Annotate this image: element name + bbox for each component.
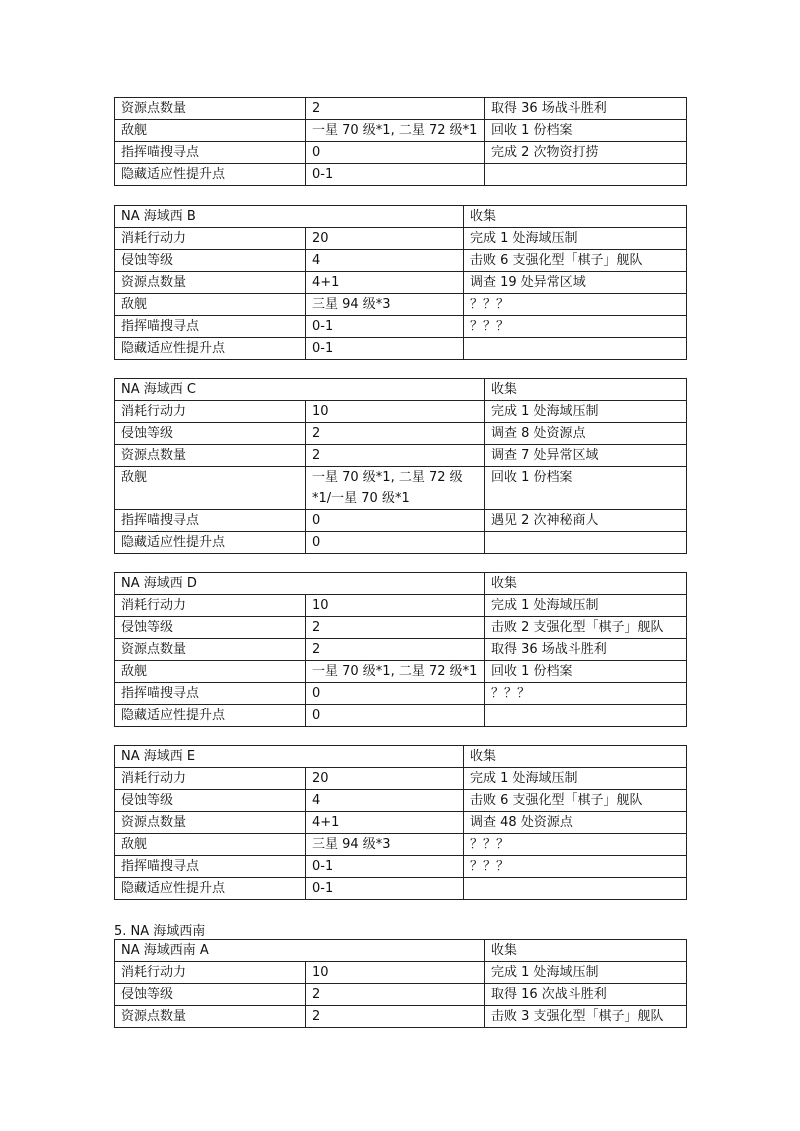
row-label: 隐藏适应性提升点 xyxy=(115,532,306,554)
row-value: 4 xyxy=(306,790,464,812)
collect-item: 完成 1 处海域压制 xyxy=(485,962,687,984)
row-value: 4+1 xyxy=(306,272,464,294)
collect-item: 回收 1 份档案 xyxy=(485,467,687,510)
collect-item: 击败 2 支强化型「棋子」舰队 xyxy=(485,617,687,639)
row-value: 10 xyxy=(306,962,485,984)
row-value: 4 xyxy=(306,250,464,272)
row-value: 20 xyxy=(306,228,464,250)
table-row xyxy=(115,1006,687,1028)
collect-item: ？？？ xyxy=(464,294,687,316)
collect-header: 收集 xyxy=(485,573,687,595)
row-label: 指挥喵搜寻点 xyxy=(115,142,306,164)
collect-header: 收集 xyxy=(485,379,687,401)
table-area-west-c xyxy=(114,378,687,554)
collect-item: 完成 1 处海域压制 xyxy=(485,401,687,423)
table-row xyxy=(115,962,687,984)
table-header-row xyxy=(115,573,687,595)
row-value: 0-1 xyxy=(306,878,464,900)
row-value: 2 xyxy=(306,445,485,467)
row-label: 资源点数量 xyxy=(115,812,306,834)
table-area-southwest-a xyxy=(114,939,687,1028)
collect-header: 收集 xyxy=(464,746,687,768)
row-value: 2 xyxy=(306,423,485,445)
area-title: NA 海域西 E xyxy=(115,746,464,768)
table-area-west-d xyxy=(114,572,687,727)
row-label: 消耗行动力 xyxy=(115,228,306,250)
table-row xyxy=(115,984,687,1006)
section-heading: 5. NA 海域西南 xyxy=(114,924,206,939)
row-value: 2 xyxy=(306,639,485,661)
table-row xyxy=(115,595,687,617)
table-header-row xyxy=(115,206,687,228)
table-row xyxy=(115,142,687,164)
row-label: 侵蚀等级 xyxy=(115,984,306,1006)
table-area-west-e xyxy=(114,745,687,900)
table-row xyxy=(115,401,687,423)
collect-item: 击败 3 支强化型「棋子」舰队 xyxy=(485,1006,687,1028)
collect-item: 取得 16 次战斗胜利 xyxy=(485,984,687,1006)
row-label: 资源点数量 xyxy=(115,272,306,294)
row-label: 敌舰 xyxy=(115,120,306,142)
collect-item: 完成 1 处海域压制 xyxy=(464,768,687,790)
table-row xyxy=(115,856,687,878)
table-row xyxy=(115,316,687,338)
row-label: 指挥喵搜寻点 xyxy=(115,316,306,338)
row-label: 消耗行动力 xyxy=(115,962,306,984)
collect-item: 遇见 2 次神秘商人 xyxy=(485,510,687,532)
table-row xyxy=(115,878,687,900)
collect-item: ？？？ xyxy=(464,856,687,878)
row-label: 消耗行动力 xyxy=(115,401,306,423)
collect-item: 取得 36 场战斗胜利 xyxy=(485,639,687,661)
row-value: 0 xyxy=(306,705,485,727)
row-label: 隐藏适应性提升点 xyxy=(115,705,306,727)
row-value: 一星 70 级*1, 二星 72 级*1 xyxy=(306,661,485,683)
table-row xyxy=(115,272,687,294)
collect-item: 完成 1 处海域压制 xyxy=(485,595,687,617)
table-row xyxy=(115,532,687,554)
collect-item: 调查 48 处资源点 xyxy=(464,812,687,834)
collect-item: 调查 19 处异常区域 xyxy=(464,272,687,294)
row-label: 资源点数量 xyxy=(115,445,306,467)
table-row xyxy=(115,639,687,661)
table-row xyxy=(115,812,687,834)
collect-item: 完成 1 处海域压制 xyxy=(464,228,687,250)
table-row xyxy=(115,617,687,639)
table-row xyxy=(115,467,687,510)
collect-item xyxy=(485,164,687,186)
row-value: 0 xyxy=(306,510,485,532)
row-label: 指挥喵搜寻点 xyxy=(115,683,306,705)
table-row xyxy=(115,705,687,727)
collect-item: 调查 7 处异常区域 xyxy=(485,445,687,467)
collect-header: 收集 xyxy=(464,206,687,228)
table-row xyxy=(115,98,687,120)
row-value: 0 xyxy=(306,142,485,164)
row-label: 资源点数量 xyxy=(115,98,306,120)
row-value: 一星 70 级*1, 二星 72 级*1 xyxy=(306,120,485,142)
collect-item xyxy=(464,878,687,900)
collect-item: 完成 2 次物资打捞 xyxy=(485,142,687,164)
table-row xyxy=(115,338,687,360)
table-row xyxy=(115,790,687,812)
table-row xyxy=(115,164,687,186)
collect-item: 击败 6 支强化型「棋子」舰队 xyxy=(464,790,687,812)
row-label: 敌舰 xyxy=(115,834,306,856)
row-value: 2 xyxy=(306,1006,485,1028)
table-row xyxy=(115,768,687,790)
row-label: 敌舰 xyxy=(115,661,306,683)
collect-item: 回收 1 份档案 xyxy=(485,120,687,142)
row-label: 指挥喵搜寻点 xyxy=(115,856,306,878)
row-label: 指挥喵搜寻点 xyxy=(115,510,306,532)
row-label: 敌舰 xyxy=(115,467,306,510)
table-row xyxy=(115,228,687,250)
collect-item: ？？？ xyxy=(464,834,687,856)
table-row xyxy=(115,834,687,856)
collect-header: 收集 xyxy=(485,940,687,962)
row-label: 资源点数量 xyxy=(115,639,306,661)
row-value: 2 xyxy=(306,984,485,1006)
table-row xyxy=(115,120,687,142)
table-area-west-b xyxy=(114,205,687,360)
table-row xyxy=(115,683,687,705)
collect-item: 击败 6 支强化型「棋子」舰队 xyxy=(464,250,687,272)
table-row xyxy=(115,250,687,272)
table-area-continued xyxy=(114,97,687,186)
row-label: 隐藏适应性提升点 xyxy=(115,878,306,900)
row-value: 4+1 xyxy=(306,812,464,834)
table-row xyxy=(115,423,687,445)
collect-item: 回收 1 份档案 xyxy=(485,661,687,683)
row-value: 三星 94 级*3 xyxy=(306,834,464,856)
row-value: 0-1 xyxy=(306,316,464,338)
row-label: 隐藏适应性提升点 xyxy=(115,164,306,186)
row-value: 0-1 xyxy=(306,856,464,878)
row-label: 资源点数量 xyxy=(115,1006,306,1028)
collect-item xyxy=(464,338,687,360)
row-value: 10 xyxy=(306,401,485,423)
table-row xyxy=(115,294,687,316)
row-value: 三星 94 级*3 xyxy=(306,294,464,316)
area-title: NA 海域西 D xyxy=(115,573,485,595)
row-value: 2 xyxy=(306,617,485,639)
row-label: 消耗行动力 xyxy=(115,768,306,790)
collect-item xyxy=(485,532,687,554)
area-title: NA 海域西 B xyxy=(115,206,464,228)
row-value: 0-1 xyxy=(306,164,485,186)
collect-item: ？？？ xyxy=(464,316,687,338)
collect-item: ？？？ xyxy=(485,683,687,705)
row-label: 侵蚀等级 xyxy=(115,617,306,639)
table-row xyxy=(115,445,687,467)
collect-item: 调查 8 处资源点 xyxy=(485,423,687,445)
row-label: 侵蚀等级 xyxy=(115,790,306,812)
row-value: 一星 70 级*1, 二星 72 级*1/一星 70 级*1 xyxy=(306,467,485,510)
row-value: 20 xyxy=(306,768,464,790)
collect-item xyxy=(485,705,687,727)
row-value: 10 xyxy=(306,595,485,617)
row-label: 侵蚀等级 xyxy=(115,250,306,272)
area-title: NA 海域西南 A xyxy=(115,940,485,962)
row-label: 敌舰 xyxy=(115,294,306,316)
table-header-row xyxy=(115,940,687,962)
table-header-row xyxy=(115,379,687,401)
row-value: 0 xyxy=(306,683,485,705)
table-row xyxy=(115,661,687,683)
table-row xyxy=(115,510,687,532)
collect-item: 取得 36 场战斗胜利 xyxy=(485,98,687,120)
row-label: 侵蚀等级 xyxy=(115,423,306,445)
table-header-row xyxy=(115,746,687,768)
row-value: 0-1 xyxy=(306,338,464,360)
row-label: 消耗行动力 xyxy=(115,595,306,617)
area-title: NA 海域西 C xyxy=(115,379,485,401)
row-value: 2 xyxy=(306,98,485,120)
row-value: 0 xyxy=(306,532,485,554)
row-label: 隐藏适应性提升点 xyxy=(115,338,306,360)
